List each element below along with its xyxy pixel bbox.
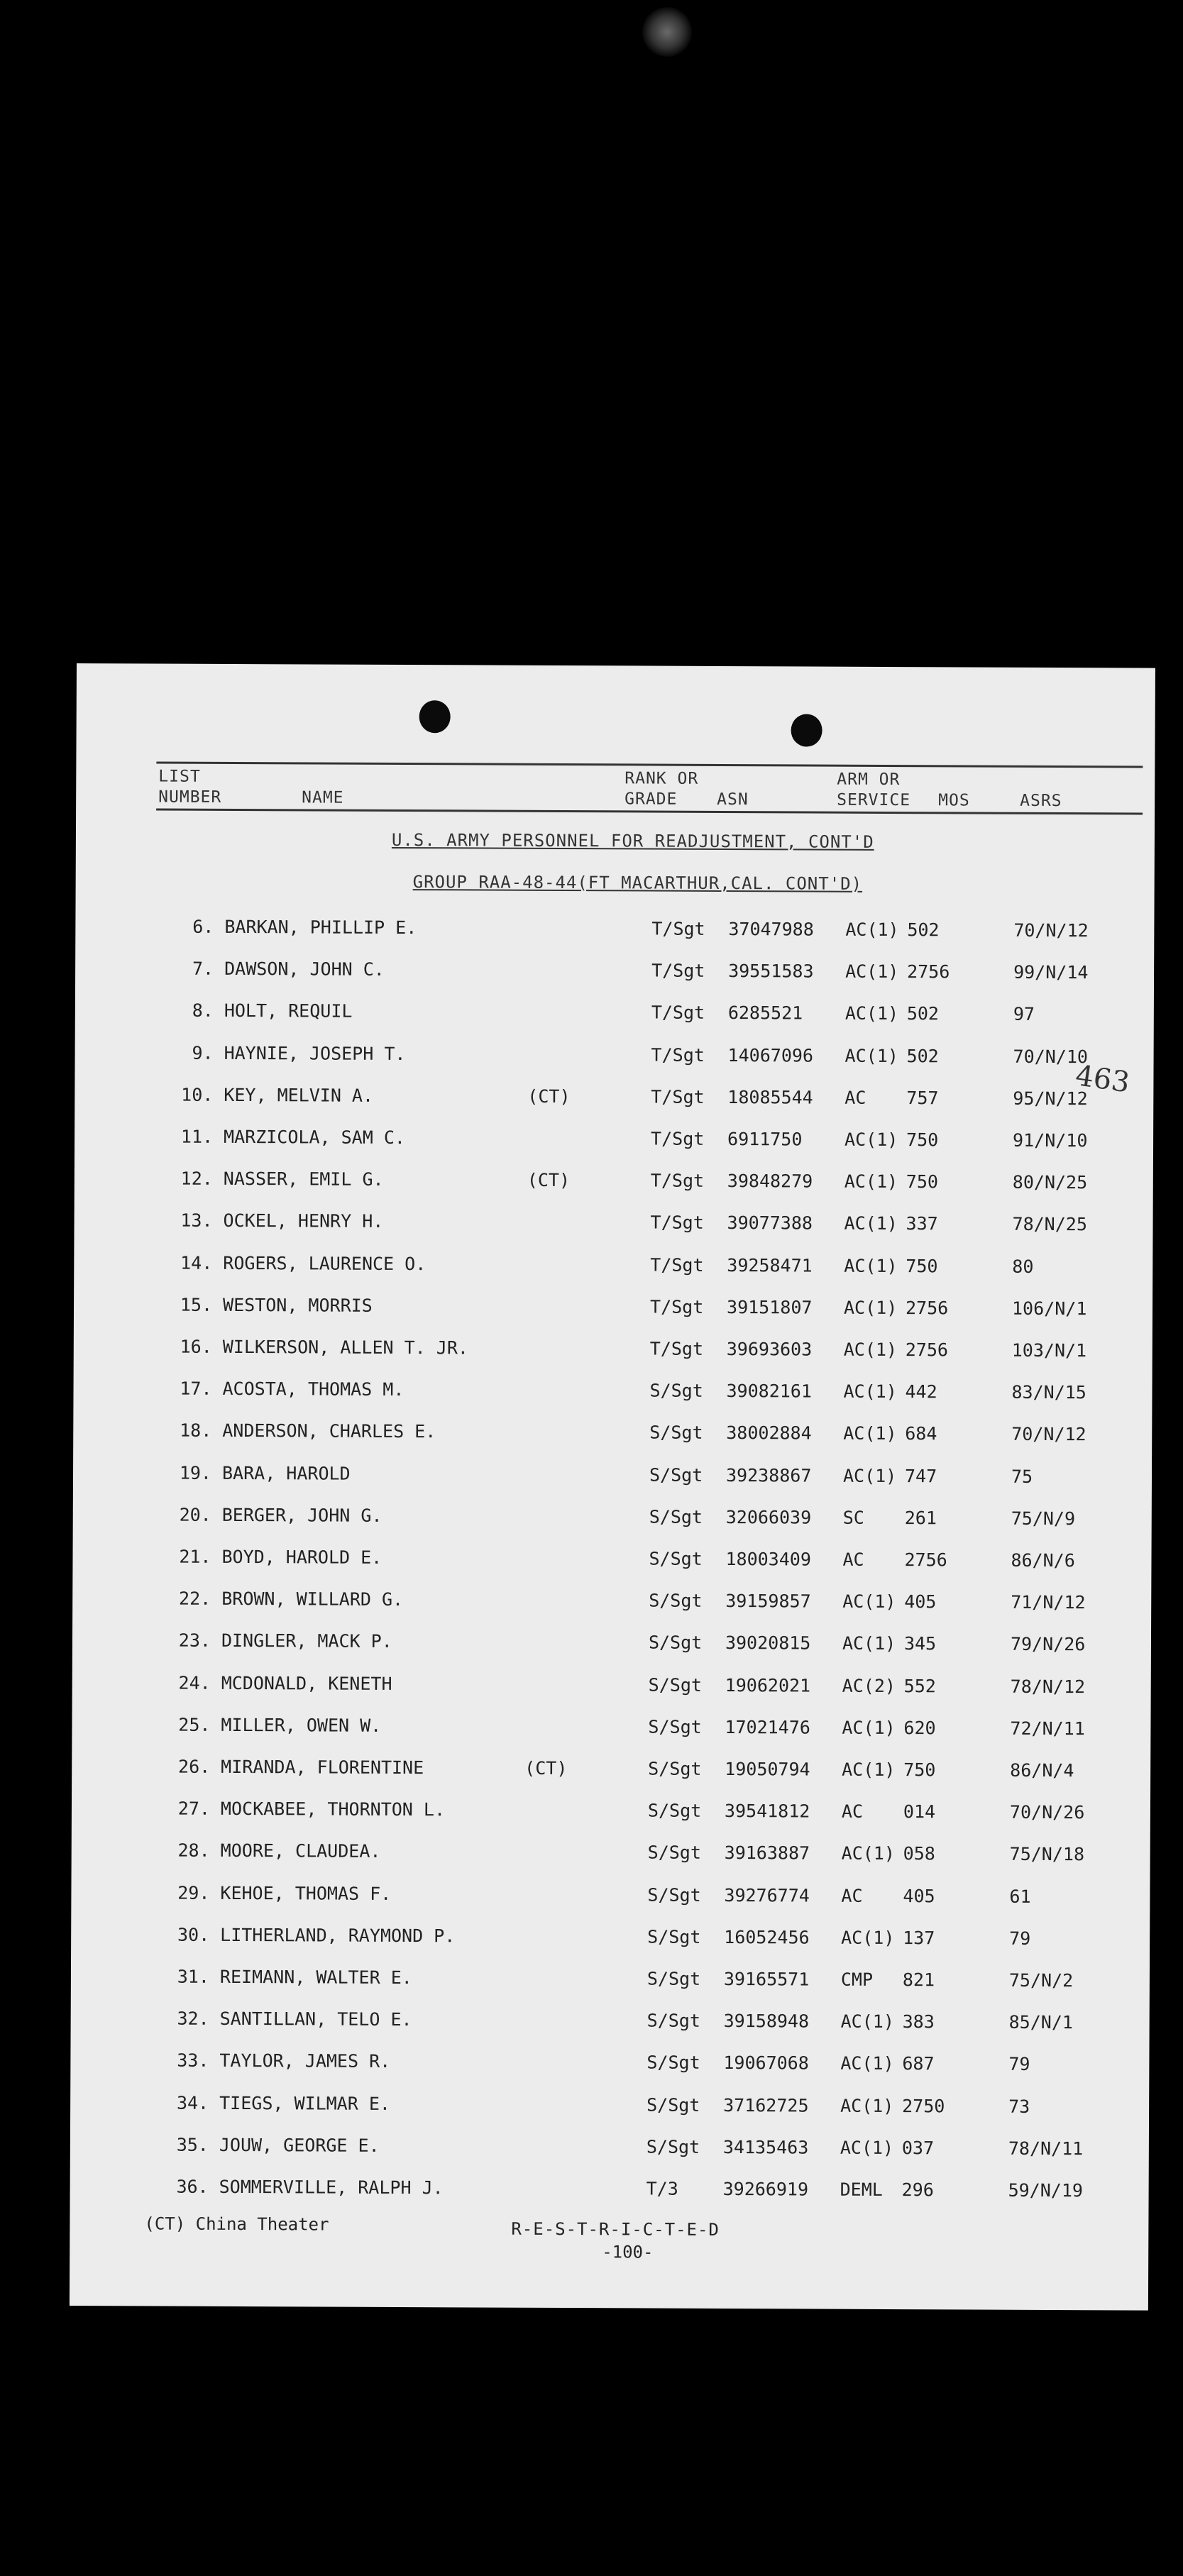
header-number: NUMBER bbox=[158, 787, 222, 807]
serial-number: 39551583 bbox=[728, 961, 814, 982]
arm-service: DEML bbox=[840, 2179, 883, 2200]
serial-number: 39541812 bbox=[724, 1801, 810, 1822]
rank-grade: S/Sgt bbox=[649, 1548, 703, 1569]
mos-code: 296 bbox=[901, 2179, 934, 2201]
table-row bbox=[71, 1882, 1150, 1916]
table-row bbox=[75, 958, 1154, 991]
asrs-score: 75 bbox=[1011, 1466, 1033, 1487]
rank-grade: S/Sgt bbox=[649, 1590, 703, 1612]
asrs-score: 59/N/19 bbox=[1008, 2179, 1084, 2201]
group-title: GROUP RAA-48-44(FT MACARTHUR,CAL. CONT'D) bbox=[412, 872, 863, 894]
person-name: KEHOE, THOMAS F. bbox=[220, 1882, 392, 1904]
rank-grade: S/Sgt bbox=[648, 1674, 703, 1696]
list-number: 23. bbox=[178, 1630, 211, 1652]
mos-code: 750 bbox=[903, 1759, 936, 1781]
mos-code: 2756 bbox=[905, 1297, 949, 1319]
header-grade: GRADE bbox=[624, 790, 678, 809]
person-name: OCKEL, HENRY H. bbox=[223, 1210, 384, 1232]
asrs-score: 73 bbox=[1008, 2096, 1030, 2117]
table-row bbox=[73, 1420, 1152, 1453]
document-page bbox=[70, 663, 1155, 2311]
theater-marker: (CT) bbox=[527, 1169, 571, 1191]
list-number: 10. bbox=[181, 1084, 214, 1105]
list-number: 22. bbox=[179, 1588, 211, 1610]
theater-marker: (CT) bbox=[527, 1085, 571, 1107]
asrs-score: 80 bbox=[1012, 1256, 1034, 1277]
table-row bbox=[75, 1126, 1153, 1159]
asrs-score: 70/N/12 bbox=[1011, 1424, 1086, 1445]
person-name: SOMMERVILLE, RALPH J. bbox=[219, 2176, 444, 2199]
asrs-score: 95/N/12 bbox=[1013, 1088, 1088, 1110]
list-number: 36. bbox=[176, 2176, 209, 2197]
rank-grade: T/Sgt bbox=[649, 1296, 704, 1317]
asrs-score: 79/N/26 bbox=[1010, 1634, 1086, 1655]
arm-service: AC(1) bbox=[842, 1759, 896, 1781]
rank-grade: T/Sgt bbox=[651, 918, 705, 939]
list-number: 29. bbox=[177, 1882, 210, 1903]
arm-service: AC(1) bbox=[840, 2137, 894, 2158]
rank-grade: T/3 bbox=[646, 2178, 678, 2199]
asrs-score: 106/N/1 bbox=[1011, 1298, 1087, 1320]
mos-code: 757 bbox=[906, 1087, 939, 1109]
asrs-score: 75/N/18 bbox=[1009, 1844, 1085, 1865]
asrs-score: 61 bbox=[1009, 1886, 1031, 1907]
mos-code: 442 bbox=[905, 1381, 937, 1403]
table-row bbox=[73, 1378, 1152, 1411]
list-number: 28. bbox=[177, 1840, 210, 1862]
arm-service: AC(1) bbox=[842, 1465, 897, 1486]
mos-code: 037 bbox=[901, 2137, 935, 2159]
mos-code: 383 bbox=[902, 2011, 935, 2033]
person-name: BARA, HAROLD bbox=[221, 1462, 351, 1484]
arm-service: AC(1) bbox=[842, 1717, 896, 1738]
mos-code: 261 bbox=[904, 1507, 937, 1529]
person-name: MILLER, OWEN W. bbox=[221, 1714, 382, 1736]
serial-number: 39020815 bbox=[725, 1632, 811, 1654]
mos-code: 502 bbox=[906, 1045, 939, 1066]
list-number: 27. bbox=[177, 1798, 211, 1820]
table-row bbox=[72, 1546, 1151, 1579]
rank-grade: S/Sgt bbox=[646, 2052, 700, 2074]
asrs-score: 99/N/14 bbox=[1013, 961, 1089, 983]
arm-service: AC(1) bbox=[844, 1171, 898, 1193]
arm-service: CMP bbox=[840, 1969, 874, 1990]
asrs-score: 85/N/1 bbox=[1008, 2011, 1074, 2033]
rank-grade: S/Sgt bbox=[647, 1884, 701, 1906]
person-name: KEY, MELVIN A. bbox=[224, 1084, 374, 1106]
asrs-score: 71/N/12 bbox=[1011, 1591, 1086, 1613]
person-name: WILKERSON, ALLEN T. JR. bbox=[222, 1336, 469, 1359]
table-row bbox=[72, 1798, 1150, 1831]
rank-grade: S/Sgt bbox=[646, 1968, 701, 1989]
serial-number: 39163887 bbox=[724, 1842, 810, 1864]
person-name: ROGERS, LAURENCE O. bbox=[223, 1252, 427, 1274]
mos-code: 552 bbox=[903, 1675, 936, 1696]
person-name: MARZICOLA, SAM C. bbox=[224, 1126, 406, 1149]
table-row bbox=[74, 1336, 1152, 1369]
rank-grade: T/Sgt bbox=[651, 1002, 705, 1024]
arm-service: AC bbox=[841, 1801, 864, 1823]
serial-number: 14067096 bbox=[727, 1044, 814, 1066]
arm-service: SC bbox=[842, 1507, 864, 1528]
rank-grade: S/Sgt bbox=[649, 1380, 703, 1402]
arm-service: AC(1) bbox=[843, 1381, 897, 1403]
person-name: JOUW, GEORGE E. bbox=[219, 2134, 380, 2156]
header-arm: ARM OR bbox=[837, 770, 901, 790]
table-row bbox=[71, 1966, 1150, 1999]
mos-code: 747 bbox=[904, 1465, 937, 1486]
rank-grade: T/Sgt bbox=[651, 1128, 705, 1149]
serial-number: 37047988 bbox=[728, 919, 814, 940]
rank-grade: T/Sgt bbox=[651, 1044, 705, 1066]
arm-service: AC bbox=[842, 1549, 864, 1570]
mos-code: 014 bbox=[903, 1801, 936, 1823]
serial-number: 18085544 bbox=[727, 1086, 813, 1108]
arm-service: AC(1) bbox=[842, 1591, 896, 1613]
mos-code: 750 bbox=[906, 1129, 939, 1151]
footer-legend: (CT) China Theater bbox=[144, 2213, 329, 2235]
list-number: 9. bbox=[192, 1042, 214, 1063]
asrs-score: 83/N/15 bbox=[1011, 1381, 1086, 1403]
person-name: LITHERLAND, RAYMOND P. bbox=[220, 1924, 456, 1947]
table-row bbox=[72, 1672, 1151, 1706]
person-name: TAYLOR, JAMES R. bbox=[219, 2050, 391, 2072]
arm-service: AC(1) bbox=[844, 1213, 898, 1234]
table-row bbox=[73, 1504, 1152, 1537]
arm-service: AC(1) bbox=[844, 1003, 899, 1024]
table-row bbox=[72, 1756, 1150, 1789]
rank-grade: T/Sgt bbox=[650, 1170, 705, 1192]
arm-service: AC(2) bbox=[842, 1675, 896, 1696]
asrs-score: 80/N/25 bbox=[1012, 1171, 1088, 1193]
serial-number: 39165571 bbox=[723, 1968, 810, 1990]
person-name: BOYD, HAROLD E. bbox=[221, 1546, 383, 1568]
arm-service: AC(1) bbox=[841, 1927, 895, 1948]
asrs-score: 72/N/11 bbox=[1010, 1718, 1085, 1740]
serial-number: 39077388 bbox=[727, 1212, 813, 1234]
serial-number: 39159857 bbox=[725, 1591, 811, 1612]
list-number: 30. bbox=[177, 1924, 210, 1945]
rank-grade: S/Sgt bbox=[647, 1800, 702, 1822]
list-number: 8. bbox=[192, 1000, 214, 1022]
asrs-score: 70/N/12 bbox=[1013, 919, 1089, 941]
person-name: DINGLER, MACK P. bbox=[221, 1630, 392, 1652]
asrs-score: 78/N/12 bbox=[1010, 1676, 1086, 1697]
list-number: 14. bbox=[180, 1252, 213, 1273]
serial-number: 16052456 bbox=[724, 1926, 810, 1948]
arm-service: AC(1) bbox=[844, 1045, 898, 1066]
rank-grade: S/Sgt bbox=[649, 1422, 703, 1444]
arm-service: AC bbox=[844, 1087, 866, 1108]
list-number: 12. bbox=[180, 1168, 213, 1190]
table-row bbox=[71, 2008, 1150, 2041]
mos-code: 058 bbox=[903, 1843, 935, 1864]
serial-number: 39266919 bbox=[722, 2178, 809, 2200]
person-name: BARKAN, PHILLIP E. bbox=[224, 916, 417, 939]
table-row bbox=[75, 916, 1154, 949]
list-number: 25. bbox=[178, 1714, 211, 1735]
list-number: 34. bbox=[176, 2092, 209, 2113]
arm-service: AC(1) bbox=[840, 2095, 894, 2116]
serial-number: 19067068 bbox=[723, 2052, 809, 2074]
serial-number: 38002884 bbox=[726, 1422, 812, 1444]
table-row bbox=[72, 1714, 1150, 1747]
asrs-score: 103/N/1 bbox=[1011, 1339, 1087, 1361]
list-number: 35. bbox=[176, 2134, 209, 2155]
person-name: MOCKABEE, THORNTON L. bbox=[220, 1798, 446, 1820]
table-row bbox=[71, 1924, 1150, 1957]
arm-service: AC(1) bbox=[841, 1843, 896, 1864]
serial-number: 19062021 bbox=[725, 1674, 811, 1696]
list-number: 7. bbox=[192, 958, 214, 980]
header-mos: MOS bbox=[938, 791, 970, 810]
table-row bbox=[74, 1210, 1152, 1243]
rank-grade: S/Sgt bbox=[647, 1926, 701, 1947]
arm-service: AC(1) bbox=[845, 961, 899, 983]
table-row bbox=[72, 1630, 1151, 1663]
serial-number: 39158948 bbox=[723, 2011, 810, 2032]
header-rank: RANK OR bbox=[624, 769, 699, 788]
person-name: HOLT, REQUIL bbox=[224, 1000, 353, 1022]
asrs-score: 75/N/2 bbox=[1008, 1969, 1074, 1991]
arm-service: AC(1) bbox=[840, 2053, 894, 2074]
mos-code: 821 bbox=[902, 1969, 935, 1991]
rank-grade: S/Sgt bbox=[647, 1842, 702, 1864]
restricted-stamp: R-E-S-T-R-I-C-T-E-D bbox=[511, 2218, 720, 2240]
list-number: 6. bbox=[192, 916, 214, 937]
asrs-score: 78/N/25 bbox=[1012, 1214, 1087, 1235]
asrs-score: 79 bbox=[1008, 2054, 1030, 2075]
mos-code: 2756 bbox=[905, 1339, 949, 1361]
mos-code: 684 bbox=[905, 1423, 937, 1444]
arm-service: AC(1) bbox=[844, 1255, 898, 1276]
arm-service: AC(1) bbox=[843, 1339, 898, 1361]
serial-number: 39258471 bbox=[727, 1254, 813, 1276]
document-title: U.S. ARMY PERSONNEL FOR READJUSTMENT, CONT'D bbox=[391, 829, 874, 852]
header-list: LIST bbox=[158, 767, 201, 786]
arm-service: AC bbox=[841, 1885, 863, 1906]
serial-number: 19050794 bbox=[725, 1758, 810, 1780]
table-row bbox=[75, 1084, 1153, 1117]
list-number: 33. bbox=[177, 2050, 209, 2072]
asrs-score: 70/N/26 bbox=[1009, 1801, 1085, 1823]
rank-grade: S/Sgt bbox=[648, 1716, 702, 1737]
rank-grade: S/Sgt bbox=[646, 2136, 700, 2157]
person-name: MOORE, CLAUDEA. bbox=[220, 1840, 381, 1862]
list-number: 26. bbox=[177, 1756, 211, 1777]
header-asrs: ASRS bbox=[1020, 791, 1062, 811]
punch-hole bbox=[791, 714, 822, 746]
mos-code: 2756 bbox=[907, 961, 950, 983]
list-number: 19. bbox=[179, 1462, 212, 1483]
asrs-score: 97 bbox=[1013, 1004, 1035, 1025]
arm-service: AC(1) bbox=[844, 1129, 898, 1151]
asrs-score: 78/N/11 bbox=[1008, 2138, 1084, 2160]
serial-number: 34135463 bbox=[722, 2136, 809, 2158]
mos-code: 405 bbox=[904, 1591, 937, 1613]
list-number: 24. bbox=[178, 1672, 211, 1693]
person-name: BROWN, WILLARD G. bbox=[221, 1588, 404, 1610]
list-number: 18. bbox=[180, 1420, 212, 1442]
table-row bbox=[75, 1168, 1153, 1201]
list-number: 21. bbox=[179, 1546, 211, 1567]
arm-service: AC(1) bbox=[845, 919, 899, 941]
arm-service: AC(1) bbox=[843, 1297, 898, 1318]
list-number: 20. bbox=[179, 1504, 211, 1525]
mos-code: 2750 bbox=[902, 2095, 945, 2116]
arm-service: AC(1) bbox=[840, 2011, 894, 2033]
table-row bbox=[74, 1252, 1152, 1286]
list-number: 11. bbox=[180, 1126, 214, 1147]
page-mark: 463 bbox=[1073, 1059, 1132, 1100]
asrs-score: 70/N/10 bbox=[1013, 1046, 1089, 1067]
table-row bbox=[74, 1294, 1152, 1327]
serial-number: 6285521 bbox=[727, 1002, 803, 1024]
rank-grade: S/Sgt bbox=[649, 1506, 703, 1527]
serial-number: 39848279 bbox=[727, 1171, 813, 1192]
film-artifact-spot bbox=[642, 7, 692, 57]
person-name: MCDONALD, KENETH bbox=[221, 1672, 392, 1694]
mos-code: 405 bbox=[903, 1885, 935, 1906]
table-row bbox=[72, 1588, 1151, 1621]
mos-code: 137 bbox=[903, 1927, 935, 1949]
table-row bbox=[70, 2050, 1149, 2083]
list-number: 32. bbox=[177, 2008, 209, 2030]
table-row bbox=[75, 1000, 1154, 1033]
serial-number: 39276774 bbox=[724, 1884, 810, 1906]
page-number: -100- bbox=[602, 2242, 654, 2262]
mos-code: 337 bbox=[906, 1213, 938, 1234]
serial-number: 6911750 bbox=[727, 1129, 803, 1150]
person-name: ANDERSON, CHARLES E. bbox=[222, 1420, 436, 1442]
list-number: 17. bbox=[180, 1378, 212, 1400]
mos-code: 620 bbox=[903, 1717, 936, 1739]
serial-number: 39693603 bbox=[726, 1339, 813, 1360]
rank-grade: S/Sgt bbox=[646, 2010, 700, 2032]
person-name: ACOSTA, THOMAS M. bbox=[222, 1378, 405, 1400]
theater-marker: (CT) bbox=[524, 1757, 568, 1779]
rank-grade: S/Sgt bbox=[646, 2094, 700, 2116]
rank-grade: S/Sgt bbox=[649, 1464, 703, 1486]
asrs-score: 79 bbox=[1009, 1928, 1031, 1949]
person-name: DAWSON, JOHN C. bbox=[224, 958, 385, 980]
asrs-score: 86/N/4 bbox=[1010, 1759, 1074, 1781]
rank-grade: S/Sgt bbox=[648, 1758, 702, 1779]
arm-service: AC(1) bbox=[843, 1423, 897, 1444]
rank-grade: T/Sgt bbox=[651, 1086, 705, 1107]
table-row bbox=[70, 2176, 1149, 2209]
rank-grade: T/Sgt bbox=[650, 1212, 704, 1234]
serial-number: 39151807 bbox=[726, 1296, 813, 1318]
table-row bbox=[72, 1840, 1150, 1873]
serial-number: 17021476 bbox=[725, 1716, 810, 1738]
mos-code: 687 bbox=[902, 2053, 935, 2074]
header-asn: ASN bbox=[717, 790, 749, 809]
mos-code: 502 bbox=[906, 1003, 940, 1024]
person-name: WESTON, MORRIS bbox=[222, 1294, 373, 1316]
rank-grade: T/Sgt bbox=[649, 1338, 704, 1359]
rank-grade: T/Sgt bbox=[651, 960, 705, 982]
person-name: HAYNIE, JOSEPH T. bbox=[224, 1042, 406, 1064]
serial-number: 37162725 bbox=[723, 2094, 809, 2116]
mos-code: 2756 bbox=[904, 1549, 947, 1571]
rank-grade: T/Sgt bbox=[650, 1254, 704, 1276]
list-number: 31. bbox=[177, 1966, 209, 1987]
table-row bbox=[75, 1042, 1153, 1076]
person-name: NASSER, EMIL G. bbox=[223, 1168, 384, 1190]
list-number: 16. bbox=[180, 1336, 212, 1357]
list-number: 15. bbox=[180, 1294, 213, 1315]
mos-code: 345 bbox=[903, 1633, 937, 1654]
table-row bbox=[70, 2134, 1149, 2167]
person-name: MIRANDA, FLORENTINE bbox=[221, 1756, 424, 1779]
mos-code: 750 bbox=[906, 1255, 938, 1276]
arm-service: AC(1) bbox=[842, 1633, 896, 1654]
serial-number: 32066039 bbox=[725, 1506, 812, 1528]
asrs-score: 86/N/6 bbox=[1011, 1549, 1075, 1571]
person-name: REIMANN, WALTER E. bbox=[219, 1966, 412, 1989]
table-row bbox=[73, 1462, 1152, 1496]
serial-number: 18003409 bbox=[725, 1549, 811, 1570]
list-number: 13. bbox=[180, 1210, 213, 1232]
asrs-score: 91/N/10 bbox=[1013, 1129, 1088, 1151]
serial-number: 39238867 bbox=[725, 1464, 812, 1486]
person-name: TIEGS, WILMAR E. bbox=[219, 2092, 391, 2114]
header-bottom-rule bbox=[156, 808, 1143, 814]
serial-number: 39082161 bbox=[726, 1381, 813, 1402]
header-name: NAME bbox=[302, 788, 344, 807]
mos-code: 502 bbox=[907, 919, 940, 941]
person-name: BERGER, JOHN G. bbox=[221, 1504, 383, 1526]
punch-hole bbox=[419, 700, 451, 733]
table-row bbox=[70, 2092, 1149, 2126]
header-top-rule bbox=[156, 761, 1143, 768]
header-service: SERVICE bbox=[837, 790, 911, 810]
asrs-score: 75/N/9 bbox=[1011, 1508, 1076, 1529]
rank-grade: S/Sgt bbox=[648, 1632, 703, 1654]
mos-code: 750 bbox=[906, 1171, 939, 1193]
person-name: SANTILLAN, TELO E. bbox=[219, 2008, 412, 2030]
